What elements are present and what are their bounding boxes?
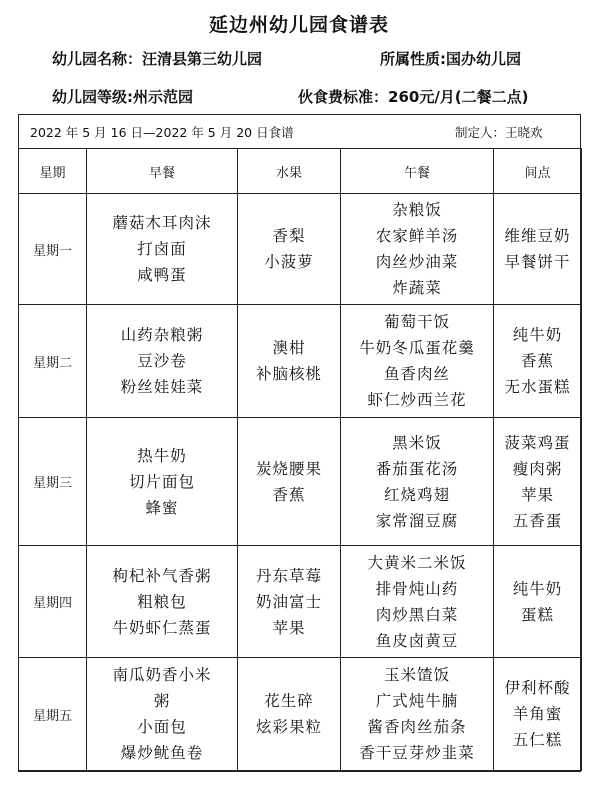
- meal-fee-value: 260元/月(二餐二点): [388, 88, 529, 106]
- weekday-cell: 星期一: [19, 194, 87, 305]
- kindergarten-grade: [52, 86, 193, 107]
- column-header-weekday: 星期: [19, 149, 87, 194]
- menu-item: 香干豆芽炒韭菜: [359, 744, 475, 762]
- menu-item: 鱼皮卤黄豆: [375, 631, 459, 650]
- menu-item: 鱼香肉丝: [383, 365, 450, 383]
- kindergarten-nature-value: 国办幼儿园: [446, 50, 522, 68]
- menu-item: 豆沙卷: [137, 352, 187, 370]
- menu-item: 瘦肉粥: [512, 459, 563, 478]
- snack-cell: [494, 194, 582, 305]
- menu-caption: [18, 114, 581, 148]
- menu-item: 粥: [153, 692, 171, 710]
- menu-item: 苹果: [520, 485, 554, 504]
- lunch-cell: [341, 194, 494, 305]
- menu-item: 排骨炖山药: [375, 579, 459, 598]
- menu-item: 早餐饼干: [504, 253, 571, 271]
- fruit-cell: [238, 305, 341, 418]
- menu-item: 粗粮包: [137, 592, 187, 611]
- menu-item: 五香蛋: [512, 511, 563, 530]
- menu-item: 小菠萝: [264, 253, 314, 271]
- menu-item: 蜂蜜: [145, 498, 179, 517]
- fruit-cell: [238, 418, 341, 546]
- menu-item: 炸蔬菜: [392, 279, 442, 297]
- menu-item: 蛋糕: [520, 605, 554, 624]
- column-header-snack: 间点: [494, 149, 582, 194]
- header-row: [19, 149, 582, 194]
- kindergarten-grade-label: 幼儿园等级:: [52, 88, 133, 106]
- menu-item: 香梨: [272, 227, 306, 245]
- menu-item: 打卤面: [137, 240, 187, 258]
- lunch-cell: [341, 658, 494, 771]
- table-row: [19, 658, 582, 771]
- menu-item: 玉米馇饭: [383, 666, 450, 684]
- menu-item: 切片面包: [128, 472, 195, 491]
- table-row: [19, 546, 582, 658]
- menu-item: 牛奶虾仁蒸蛋: [112, 618, 212, 637]
- kindergarten-name: [52, 48, 262, 69]
- snack-cell: [494, 418, 582, 546]
- table-row: [19, 194, 582, 305]
- menu-item: 肉丝炒油菜: [375, 253, 459, 271]
- menu-item: 枸杞补气香粥: [112, 566, 212, 585]
- menu-item: 山药杂粮粥: [120, 326, 204, 344]
- lunch-cell: [341, 418, 494, 546]
- menu-item: 苹果: [272, 618, 306, 637]
- menu-item: 粉丝娃娃菜: [120, 378, 204, 396]
- menu-item: 补脑核桃: [255, 365, 322, 383]
- column-header-lunch: 午餐: [341, 149, 494, 194]
- menu-item: 葡萄干饭: [383, 313, 450, 331]
- weekday-cell: 星期二: [19, 305, 87, 418]
- menu-item: 纯牛奶: [512, 326, 563, 344]
- snack-cell: [494, 305, 582, 418]
- page-title: 延边州幼儿园食谱表: [208, 14, 389, 36]
- kindergarten-nature: [380, 48, 521, 69]
- menu-item: 番茄蛋花汤: [375, 459, 459, 478]
- menu-item: 家常溜豆腐: [375, 511, 459, 530]
- weekday-cell: 星期五: [19, 658, 87, 771]
- menu-item: 炭烧腰果: [255, 459, 322, 478]
- menu-maker: [455, 123, 543, 141]
- menu-item: 五仁糕: [512, 731, 563, 749]
- menu-item: 肉炒黑白菜: [375, 605, 459, 624]
- meal-fee-label: 伙食费标准：: [298, 88, 389, 106]
- menu-item: 奶油富士: [255, 592, 322, 611]
- kindergarten-name-label: 幼儿园名称：: [52, 50, 143, 68]
- menu-item: 南瓜奶香小米: [112, 666, 212, 684]
- weekday-cell: 星期三: [19, 418, 87, 546]
- fruit-cell: [238, 194, 341, 305]
- menu-item: 红烧鸡翅: [383, 485, 450, 504]
- breakfast-cell: [87, 305, 238, 418]
- breakfast-cell: [87, 658, 238, 771]
- menu-item: 菠菜鸡蛋: [504, 433, 571, 452]
- menu-item: 杂粮饭: [392, 201, 442, 219]
- kindergarten-grade-value: 州示范园: [133, 88, 194, 106]
- menu-item: 大黄米二米饭: [367, 553, 467, 572]
- menu-item: 热牛奶: [137, 446, 187, 465]
- menu-item: 羊角蜜: [512, 705, 563, 723]
- lunch-cell: [341, 305, 494, 418]
- menu-item: 伊利杯酸: [504, 679, 571, 697]
- menu-item: 无水蛋糕: [504, 378, 571, 396]
- weekday-cell: 星期四: [19, 546, 87, 658]
- menu-item: 炫彩果粒: [255, 718, 322, 736]
- breakfast-cell: [87, 194, 238, 305]
- menu-item: 黑米饭: [392, 433, 442, 452]
- menu-item: 爆炒鱿鱼卷: [120, 744, 204, 762]
- table-row: [19, 305, 582, 418]
- kindergarten-nature-label: 所属性质:: [380, 50, 446, 68]
- meal-fee: [298, 86, 529, 107]
- menu-item: 广式炖牛腩: [375, 692, 459, 710]
- kindergarten-name-value: 汪清县第三幼儿园: [142, 50, 263, 68]
- menu-item: 咸鸭蛋: [137, 266, 187, 284]
- breakfast-cell: [87, 546, 238, 658]
- date-range: 2022 年 5 月 16 日—2022 年 5 月 20 日食谱: [30, 125, 294, 140]
- maker-name: 王晓欢: [505, 125, 543, 140]
- menu-item: 虾仁炒西兰花: [367, 391, 467, 409]
- menu-item: 花生碎: [264, 692, 314, 710]
- maker-label: 制定人：: [455, 125, 506, 140]
- menu-item: 维维豆奶: [504, 227, 571, 245]
- lunch-cell: [341, 546, 494, 658]
- column-header-fruit: 水果: [238, 149, 341, 194]
- snack-cell: [494, 658, 582, 771]
- menu-item: 农家鲜羊汤: [375, 227, 459, 245]
- menu-body: [19, 194, 582, 771]
- breakfast-cell: [87, 418, 238, 546]
- menu-item: 香蕉: [272, 485, 306, 504]
- fruit-cell: [238, 658, 341, 771]
- menu-item: 蘑菇木耳肉沫: [112, 214, 212, 232]
- menu-item: 丹东草莓: [255, 566, 322, 585]
- menu-item: 香蕉: [520, 352, 554, 370]
- menu-item: 牛奶冬瓜蛋花羹: [359, 339, 475, 357]
- menu-item: 小面包: [137, 718, 187, 736]
- menu-table: [18, 148, 582, 771]
- fruit-cell: [238, 546, 341, 658]
- column-header-breakfast: 早餐: [87, 149, 238, 194]
- menu-item: 酱香肉丝茄条: [367, 718, 467, 736]
- table-row: [19, 418, 582, 546]
- menu-item: 纯牛奶: [512, 579, 563, 598]
- menu-item: 澳柑: [272, 339, 306, 357]
- snack-cell: [494, 546, 582, 658]
